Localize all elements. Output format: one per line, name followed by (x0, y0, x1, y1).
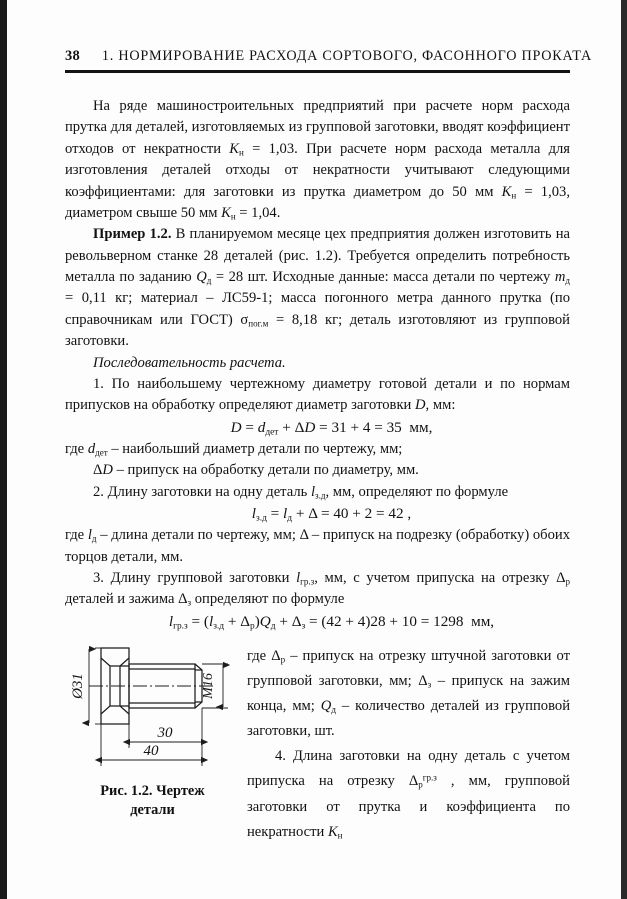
dimension-label-diameter: Ø31 (70, 673, 86, 699)
paragraph-step-4: 4. Длина заготовки на одну деталь с учетом припуска на отрезку $\Delta_р^{гр.з}$ , мм, групповой заготовки от прутка и коэффициента по некратности $K_н$ (247, 748, 570, 841)
paragraph-step-3: 3. Длину групповой заготовки $l_{гр.з}$, мм, с учетом припуска на отрезку $\Delta_р$ деталей и зажима $\Delta_з$ определяют по формуле (65, 570, 570, 608)
part-drawing (65, 636, 240, 776)
paragraph-where-1b: ΔD – припуск на обработку детали по диаметру, мм. (93, 462, 419, 479)
figure-caption-line-2: детали (130, 802, 175, 819)
paragraph-step-2: 2. Длину заготовки на одну деталь $l_{з.д}$, мм, определяют по формуле (93, 483, 509, 501)
dimension-label-shaft-length: 30 (157, 725, 173, 741)
figure-block (65, 636, 240, 820)
paragraph-where-1: где $d_{дет}$ – наибольший диаметр детали по чертежу, мм; (65, 440, 403, 458)
paragraph-intro: На ряде машиностроительных предприятий при расчете норм расхода прутка для деталей, изготовляемых из групповой заготовки, вводят коэффициент отходов от некратности $K_н = 1,03$. При расчете норм расхода металла для изготовления деталей отходы от некратности учитывают следующими коэффициентами: для заготовки из прутка диаметром до 50 мм $K_н = 1,03$, диаметром свыше 50 мм $K_н = 1,04$. (65, 98, 570, 222)
paragraph-step-1: 1. По наибольшему чертежному диаметру готовой детали и по нормам припусков на обработку определяют диаметр заготовки D, мм: (65, 375, 570, 414)
example-label: Пример 1.2. (93, 226, 172, 243)
dimension-label-thread: M16 (201, 673, 216, 699)
running-head-title: 1. НОРМИРОВАНИЕ РАСХОДА СОРТОВОГО, ФАСОННОГО ПРОКАТА (101, 48, 592, 64)
formula-2: $l_{з.д} = l_д + \Delta = 40 + 2 = 42$ , (251, 505, 412, 524)
bolt-drawing-svg (65, 636, 240, 776)
dimension-label-total-length: 40 (143, 743, 159, 759)
sequence-heading: Последовательность расчета. (93, 354, 286, 371)
page-canvas (7, 0, 621, 899)
paragraph-where-2: где $l_д$ – длина детали по чертежу, мм; Δ – припуск на подрезку (обработку) обоих торцов детали, мм. (65, 527, 570, 565)
paragraph-example: Пример 1.2. В планируемом месяце цех предприятия должен изготовить на револьверном станке 28 деталей (рис. 1.2). Требуется определить потребность металла по заданию $Q_д = 28$ шт. Исходные данные: масса детали по чертежу $m_д = 0,11$ кг; материал – ЛС59-1; масса погонного метра данного прутка (по справочникам или ГОСТ) $\sigma_{пог.м} = 8,18$ кг; деталь изготовляют из групповой заготовки. (65, 226, 571, 350)
body-text (65, 96, 570, 633)
wrapped-right-column (247, 644, 570, 845)
figure-caption (65, 782, 240, 820)
figure-caption-line-1: Рис. 1.2. Чертеж (100, 783, 205, 799)
header-rule (65, 70, 570, 73)
formula-3: $l_{гр.з} = (l_{з.д} + \Delta_р)Q_д + \Delta_з = (42 + 4)28 + 10 = 1298$ мм, (168, 612, 495, 632)
page-number: 38 (65, 48, 80, 64)
paragraph-where-3: где $\Delta_р$ – припуск на отрезку штучной заготовки от групповой заготовки, мм; $\Delta_з$ – припуск на зажим конца, мм; $Q_д$ – количество деталей из групповой заготовки, шт. (247, 648, 571, 740)
running-head (65, 48, 592, 65)
formula-1: $D = d_{дет} + \Delta D = 31 + 4 = 35$ мм, (230, 418, 433, 438)
